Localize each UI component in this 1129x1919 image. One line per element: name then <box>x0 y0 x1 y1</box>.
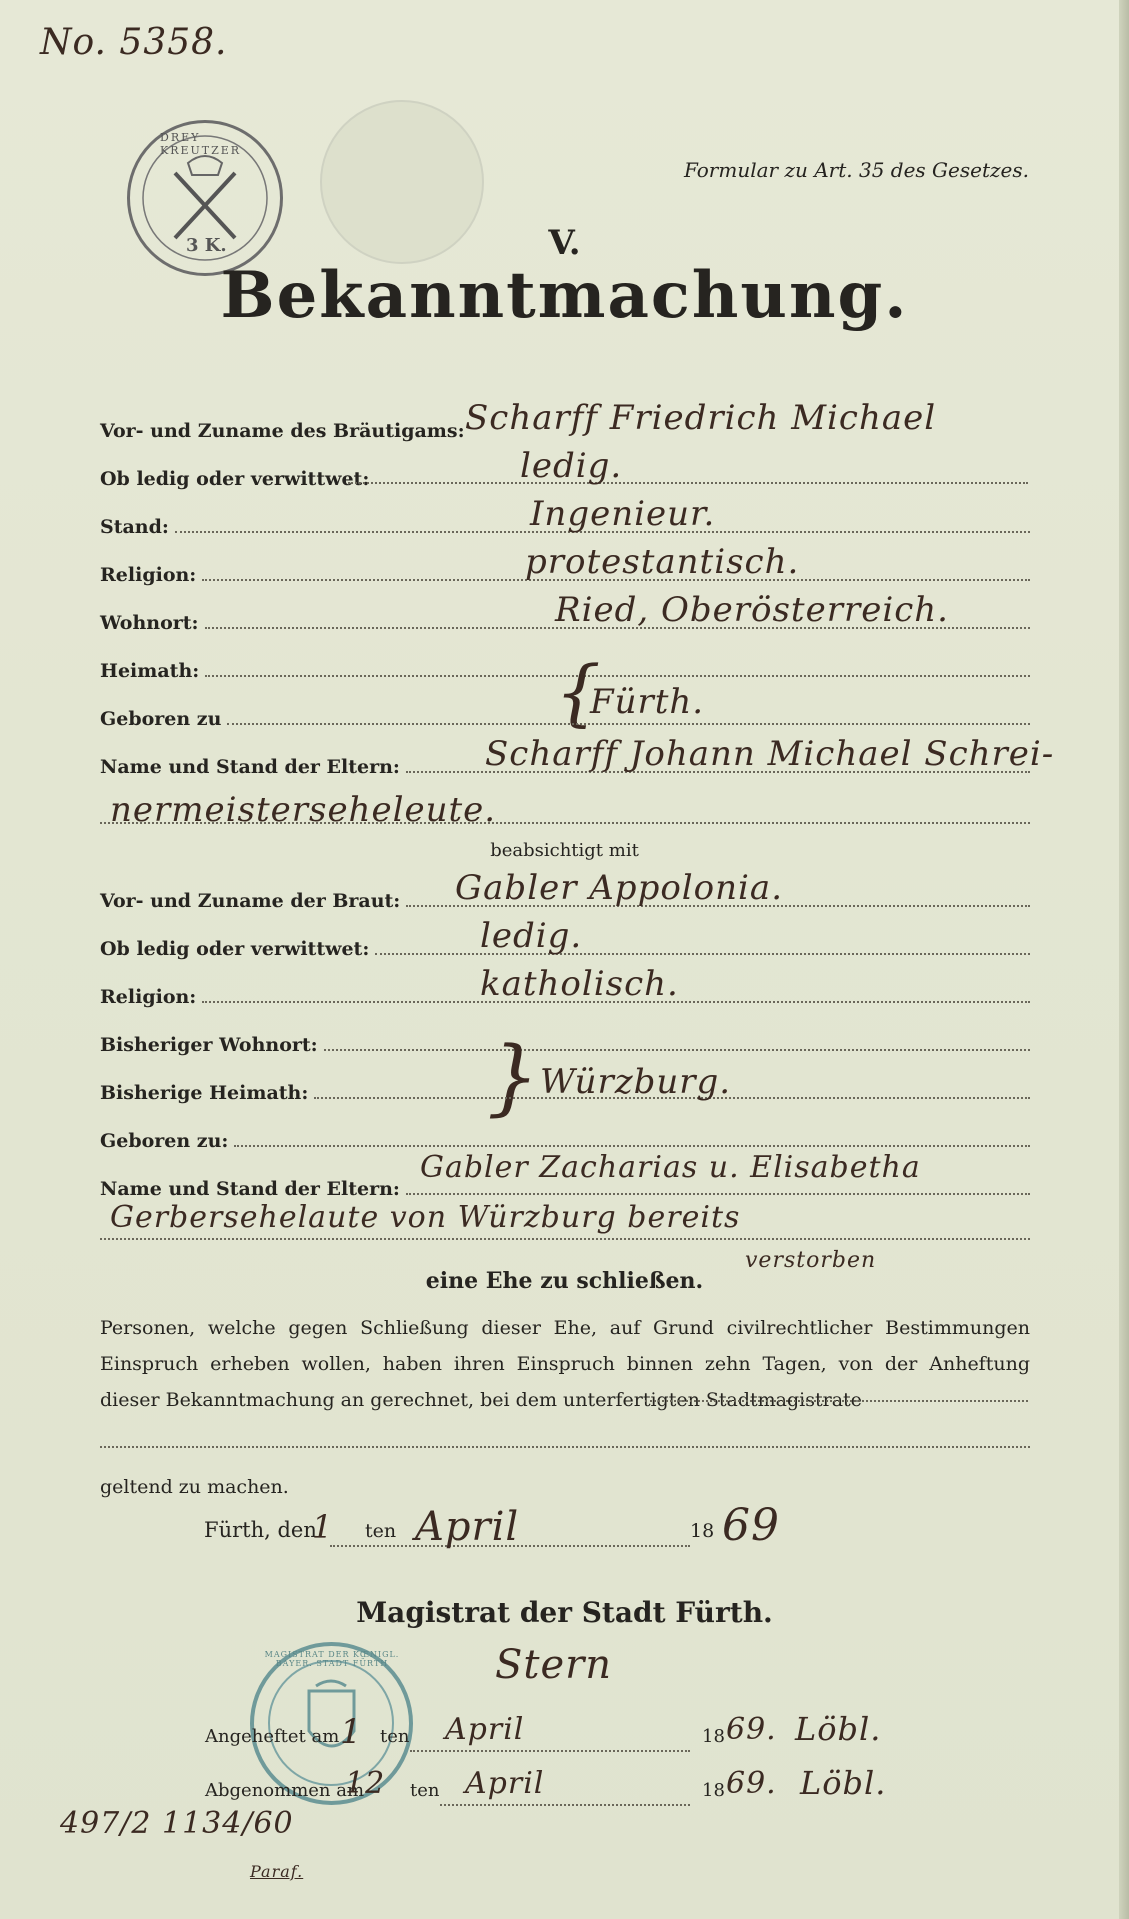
bride-parents-label: Name und Stand der Eltern: <box>100 1178 400 1200</box>
groom-born-value: Fürth. <box>590 682 705 722</box>
document-number: No. 5358. <box>40 22 228 63</box>
posted-label: Angeheftet am <box>205 1726 340 1747</box>
marriage-text: eine Ehe zu schließen. <box>425 1268 704 1294</box>
bride-religion-value: katholisch. <box>480 964 679 1004</box>
geltend-text: geltend zu machen. <box>100 1476 289 1498</box>
bride-residence-row <box>100 1026 1030 1056</box>
date-month: April <box>415 1504 520 1550</box>
page-title: Bekanntmachung. <box>220 258 909 333</box>
section-number: V. <box>548 223 581 263</box>
removed-year-prefix: 18 <box>702 1780 725 1801</box>
signature: Stern <box>495 1642 613 1688</box>
posted-ten: ten <box>380 1726 410 1747</box>
groom-status-row <box>100 460 370 490</box>
groom-occupation-label: Stand: <box>100 516 169 538</box>
groom-occupation-value: Ingenieur. <box>530 494 716 534</box>
removed-year-suffix: 69. <box>726 1766 777 1801</box>
bride-parents-value-1: Gabler Zacharias u. Elisabetha <box>420 1150 921 1185</box>
groom-name-row <box>100 412 465 442</box>
intends-with-text: beabsichtigt mit <box>490 840 639 861</box>
groom-status-value: ledig. <box>520 446 623 486</box>
magistrat-heading: Magistrat der Stadt Fürth. <box>356 1596 773 1629</box>
posted-month: April <box>445 1712 525 1747</box>
bride-name-value: Gabler Appolonia. <box>455 868 783 908</box>
bride-parents-value-2: Gerbersehelaute von Würzburg bereits <box>110 1200 741 1235</box>
date-day: 1 <box>312 1508 334 1546</box>
bride-religion-label: Religion: <box>100 986 197 1008</box>
posted-day: 1 <box>340 1712 363 1752</box>
groom-parents-label: Name und Stand der Eltern: <box>100 756 400 778</box>
brace-mark: { <box>555 650 602 734</box>
bride-home-value: Würzburg. <box>540 1062 732 1102</box>
form-reference: Formular zu Art. 35 des Gesetzes. <box>683 158 1029 182</box>
removed-day: 12 <box>345 1766 386 1801</box>
groom-born-row <box>100 700 1030 730</box>
bottom-note: 497/2 1134/60 <box>60 1806 294 1841</box>
groom-home-label: Heimath: <box>100 660 200 682</box>
groom-parents-value-1: Scharff Johann Michael Schrei- <box>485 734 1055 774</box>
groom-name-label: Vor- und Zuname des Bräutigams: <box>100 420 465 442</box>
date-line <box>204 1518 317 1542</box>
bride-born-label: Geboren zu: <box>100 1130 229 1152</box>
groom-status-label: Ob ledig oder verwittwet: <box>100 468 370 490</box>
objection-paragraph: Personen, welche gegen Schließung dieser Ehe, auf Grund civilrechtlicher Bestimmungen Einspruch erheben wollen, haben ihren Einspruch binnen zehn Tagen, von der Anheftung dieser Bekanntmachung an gerechnet, bei dem unterfertigten Stadtmagistrate <box>100 1317 1030 1411</box>
groom-residence-value: Ried, Oberösterreich. <box>555 590 949 630</box>
groom-religion-label: Religion: <box>100 564 197 586</box>
removed-ten: ten <box>410 1780 440 1801</box>
tax-stamp-value: 3 K. <box>186 235 227 256</box>
city-seal-text: MAGISTRAT DER KŒNIGL. BAYER. STADT FÜRTH <box>264 1650 400 1668</box>
date-ten: ten <box>365 1520 397 1542</box>
posted-initials: Löbl. <box>795 1710 882 1748</box>
bride-status-label: Ob ledig oder verwittwet: <box>100 938 370 960</box>
coat-of-arms-seal-icon <box>254 1646 409 1801</box>
groom-born-label: Geboren zu <box>100 708 222 730</box>
posted-year-prefix: 18 <box>702 1726 725 1747</box>
date-year-prefix: 18 <box>690 1520 715 1542</box>
date-year-suffix: 69 <box>722 1500 780 1551</box>
tax-stamp-top-text: DREY KREUTZER <box>160 131 242 157</box>
bride-home-label: Bisherige Heimath: <box>100 1082 309 1104</box>
bride-born-row <box>100 1122 1030 1152</box>
bride-name-label: Vor- und Zuname der Braut: <box>100 890 401 912</box>
date-place: Fürth, den <box>204 1518 317 1542</box>
groom-name-value: Scharff Friedrich Michael <box>465 398 937 438</box>
groom-parents-value-2: nermeisterseheleute. <box>110 790 497 830</box>
groom-residence-label: Wohnort: <box>100 612 199 634</box>
removed-label: Abgenommen am <box>205 1780 365 1801</box>
removed-initials: Löbl. <box>800 1764 887 1802</box>
bride-status-value: ledig. <box>480 916 583 956</box>
bottom-mark: Paraf. <box>250 1862 304 1881</box>
groom-religion-value: protestantisch. <box>525 542 800 582</box>
removed-month: April <box>465 1766 545 1801</box>
posted-year-suffix: 69. <box>726 1712 777 1747</box>
bride-brace-mark: } <box>487 1030 541 1125</box>
bride-residence-label: Bisheriger Wohnort: <box>100 1034 318 1056</box>
bride-parents-value-3: verstorben <box>745 1248 877 1273</box>
